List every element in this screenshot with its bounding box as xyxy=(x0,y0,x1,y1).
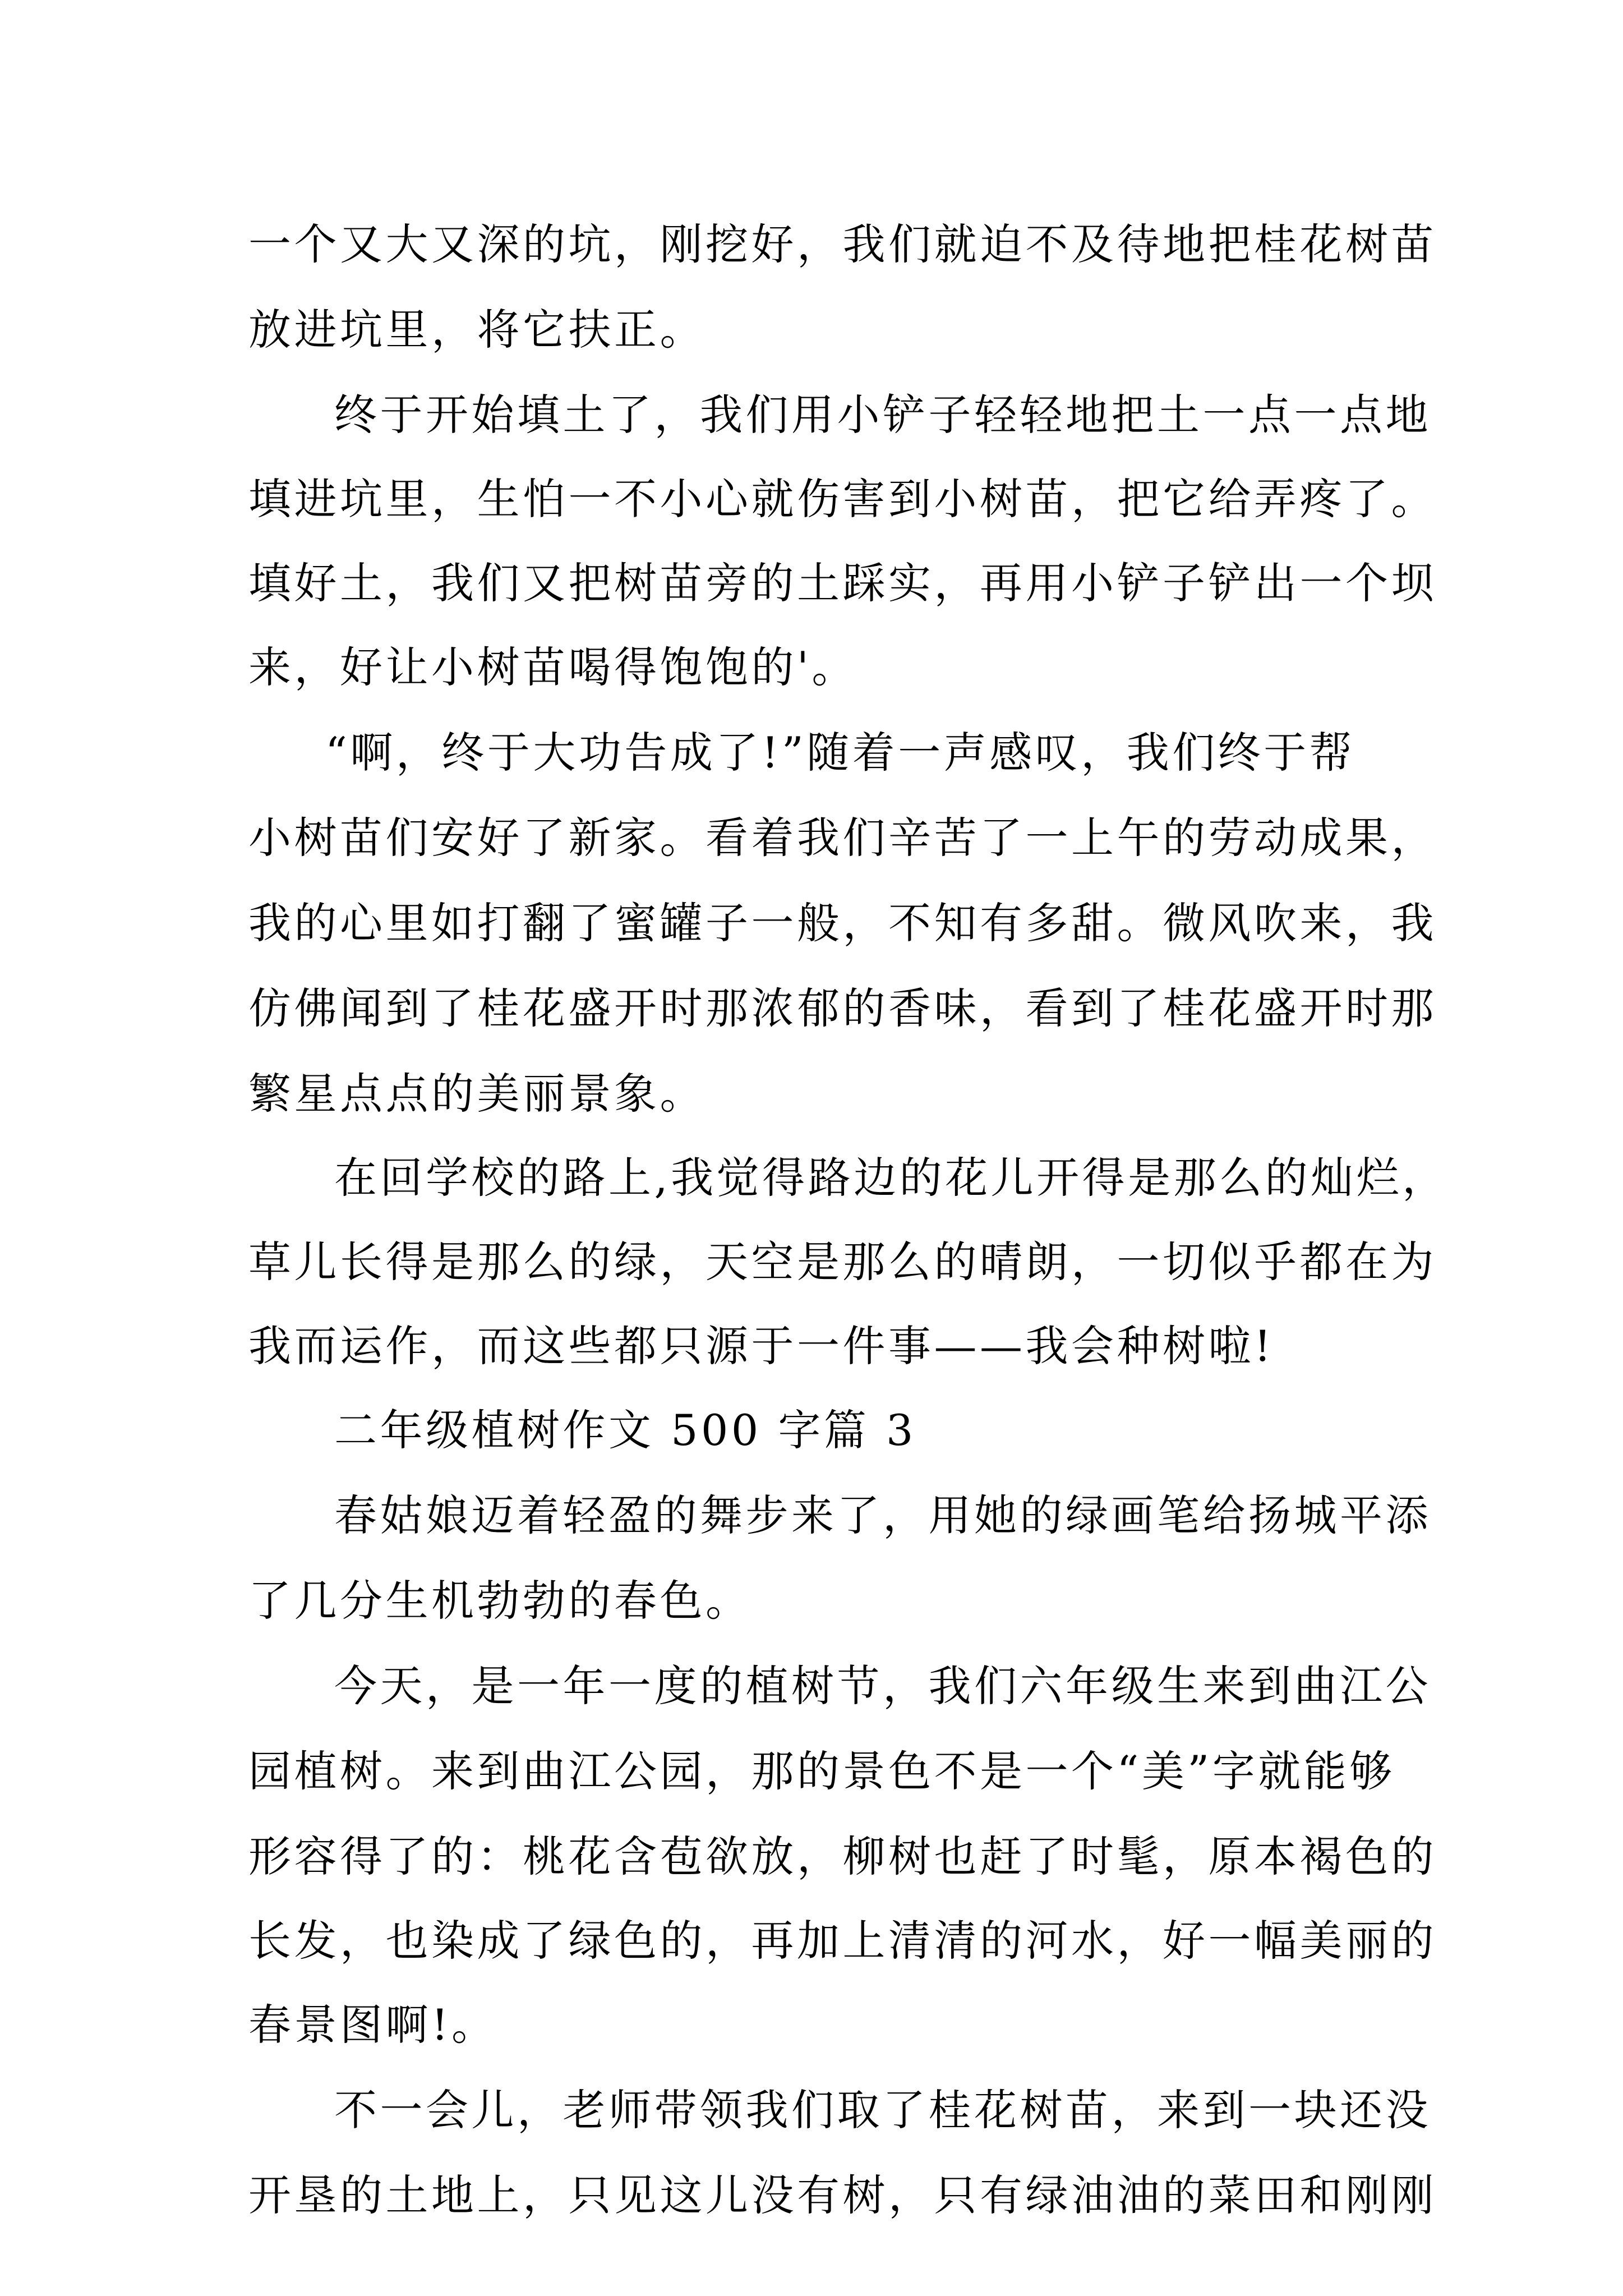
text-line: 繁星点点的美丽景象。 xyxy=(248,1069,706,1119)
text-line: 填进坑里，生怕一不小心就伤害到小树苗，把它给弄疼了。 xyxy=(248,474,1437,524)
text-line: 仿佛闻到了桂花盛开时那浓郁的香味，看到了桂花盛开时那 xyxy=(248,983,1437,1033)
text-line: 小树苗们安好了新家。看着我们辛苦了一上午的劳动成果， xyxy=(248,813,1437,863)
text-line: 形容得了的：桃花含苞欲放，柳树也赶了时髦，原本褐色的 xyxy=(248,1832,1437,1881)
text-line: 开垦的土地上，只见这儿没有树，只有绿油油的菜田和刚刚 xyxy=(248,2170,1437,2220)
section-heading: 二年级植树作文 500 字篇 3 xyxy=(334,1405,916,1455)
text-line: 园植树。来到曲江公园，那的景色不是一个“美”字就能够 xyxy=(248,1746,1395,1796)
text-line: 春景图啊!。 xyxy=(248,2000,497,2050)
text-line: 草儿长得是那么的绿，天空是那么的晴朗，一切似乎都在为 xyxy=(248,1237,1437,1287)
text-line: 放进坑里，将它扶正。 xyxy=(248,305,706,355)
text-line: 了几分生机勃勃的春色。 xyxy=(248,1576,751,1626)
text-line: 来，好让小树苗喝得饱饱的'。 xyxy=(248,642,857,692)
text-line: “啊，终于大功告成了!”随着一声感叹，我们终于帮 xyxy=(325,728,1355,777)
text-line: 长发，也染成了绿色的，再加上清清的河水，好一幅美丽的 xyxy=(248,1916,1437,1966)
text-line: 我而运作，而这些都只源于一件事——我会种树啦! xyxy=(248,1321,1275,1371)
text-line: 在回学校的路上,我觉得路边的花儿开得是那么的灿烂， xyxy=(334,1153,1448,1203)
text-line: 不一会儿，老师带领我们取了桂花树苗，来到一块还没 xyxy=(334,2085,1431,2135)
text-line: 填好土，我们又把树苗旁的土踩实，再用小铲子铲出一个坝 xyxy=(248,558,1437,608)
text-line: 春姑娘迈着轻盈的舞步来了，用她的绿画笔给扬城平添 xyxy=(334,1490,1431,1540)
text-line: 今天，是一年一度的植树节，我们六年级生来到曲江公 xyxy=(334,1661,1431,1711)
text-line: 终于开始填土了，我们用小铲子轻轻地把土一点一点地 xyxy=(334,390,1431,440)
text-line: 我的心里如打翻了蜜罐子一般，不知有多甜。微风吹来，我 xyxy=(248,898,1437,948)
text-line: 一个又大又深的坑，刚挖好，我们就迫不及待地把桂花树苗 xyxy=(248,219,1437,269)
